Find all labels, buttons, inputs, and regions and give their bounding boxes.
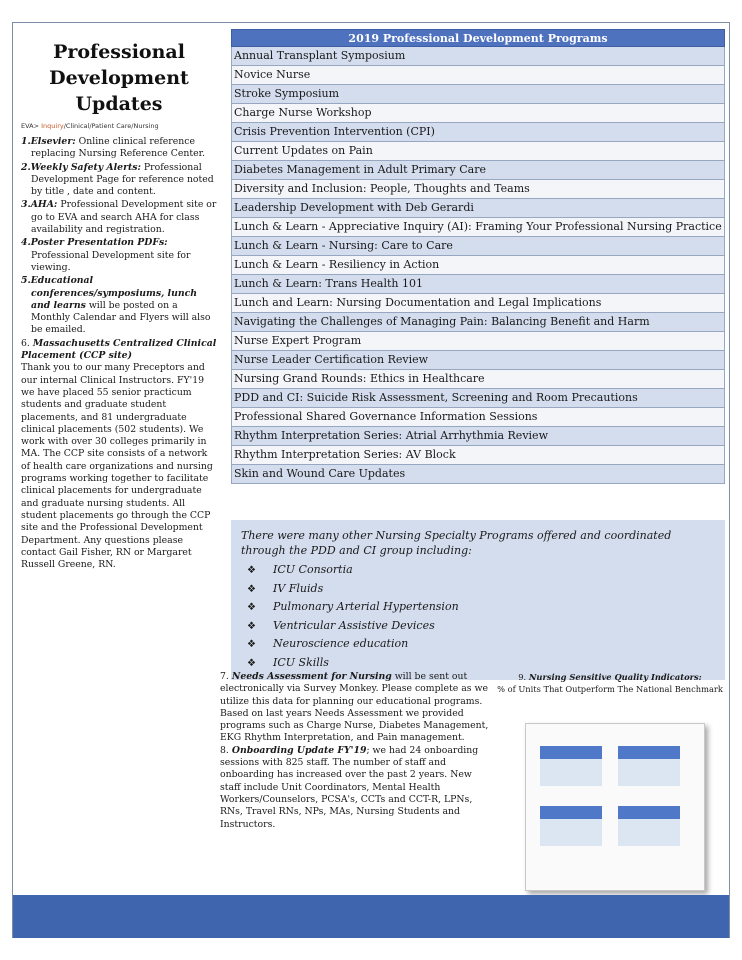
specialty-list [247, 561, 715, 672]
item-heading: AHA: [30, 199, 58, 211]
item-text: will be posted on a Monthly Calendar and Flyers will also be emailed. [31, 299, 211, 336]
specialty-item-label: IV Fluids [273, 581, 324, 595]
title-line: Updates [75, 93, 163, 115]
program-row: Crisis Prevention Intervention (CPI) [231, 123, 725, 142]
program-row: Lunch & Learn - Resiliency in Action [231, 256, 725, 275]
needs-assessment [220, 671, 492, 745]
tile-header [618, 806, 680, 819]
metric-tile [540, 746, 602, 786]
program-row: Novice Nurse [231, 66, 725, 85]
diamond-bullet-icon: ❖ [247, 583, 256, 595]
list-item [21, 136, 217, 161]
ccp-section [21, 338, 217, 572]
breadcrumb-path: /Clinical/Patient Care/Nursing [63, 122, 159, 130]
tile-header [540, 746, 602, 759]
item-heading: Elsevier: [30, 136, 76, 147]
item-number: 2. [21, 161, 31, 173]
specialty-item-label: Neuroscience education [273, 637, 409, 650]
item-number: 1. [21, 136, 31, 147]
ccp-number: 6. [21, 337, 30, 349]
breadcrumb-prefix: EVA> [21, 122, 42, 130]
tile-header [540, 806, 602, 819]
item-text: Online clinical reference replacing Nursing Reference Center. [31, 136, 205, 160]
breadcrumb [21, 122, 217, 130]
specialty-item [247, 635, 715, 654]
program-row: Diversity and Inclusion: People, Thoughts and Teams [231, 180, 725, 199]
quality-indicators-section [495, 671, 725, 695]
program-row: Current Updates on Pain [231, 142, 725, 161]
quality-number: 9. [518, 672, 527, 682]
program-row: Charge Nurse Workshop [231, 104, 725, 123]
program-row: Rhythm Interpretation Series: Atrial Arrhythmia Review [231, 427, 725, 446]
tile-value [540, 819, 602, 846]
item-heading: Poster Presentation PDFs: [30, 237, 168, 249]
onboarding-update [220, 745, 492, 831]
item-number: 3. [21, 199, 31, 211]
specialty-item [247, 561, 715, 580]
specialty-item [247, 617, 715, 636]
program-row: Lunch & Learn - Appreciative Inquiry (AI): Framing Your Professional Nursing Practice [231, 218, 725, 237]
program-row: Rhythm Interpretation Series: AV Block [231, 446, 725, 465]
specialty-item [247, 598, 715, 617]
list-item [21, 275, 217, 336]
item-heading: Educational conferences/symposiums, lunch and learns [30, 275, 198, 311]
specialty-item-label: ICU Skills [273, 655, 329, 669]
tile-value [618, 759, 680, 786]
program-row: Lunch & Learn: Trans Health 101 [231, 275, 725, 294]
left-column [13, 23, 225, 891]
specialty-item-label: Ventricular Assistive Devices [273, 618, 435, 632]
diamond-bullet-icon: ❖ [247, 639, 256, 650]
needs-heading: Needs Assessment for Nursing [231, 671, 392, 682]
page-title [21, 39, 217, 117]
footer-bar [13, 895, 729, 938]
item-text: Professional Development site for viewing. [31, 249, 191, 273]
programs-rows [231, 47, 725, 484]
diamond-bullet-icon: ❖ [247, 602, 256, 613]
program-row: Stroke Symposium [231, 85, 725, 104]
programs-header: 2019 Professional Development Programs [231, 29, 725, 47]
update-list [21, 136, 217, 337]
newsletter-page [12, 22, 730, 938]
program-row: Skin and Wound Care Updates [231, 465, 725, 484]
diamond-bullet-icon: ❖ [247, 657, 256, 669]
metric-tile [540, 806, 602, 846]
program-row: Nurse Leader Certification Review [231, 351, 725, 370]
onboarding-number: 8. [220, 744, 229, 756]
onboarding-text: ; we had 24 onboarding sessions with 825 staff. The number of staff and onboarding has increased over the past 2 years. New staff include Unit Coordinators, Mental Health Workers/Counselors, PCSA's, CCTs and CCT-R, LPNs, RNs, Travel RNs, NPs, MAs, Nursing Students and Instructors. [220, 744, 479, 830]
ccp-heading [21, 338, 217, 363]
specialty-programs-box [231, 520, 725, 680]
program-row: Nursing Grand Rounds: Ethics in Healthcare [231, 370, 725, 389]
tile-value [540, 759, 602, 786]
onboarding-heading: Onboarding Update FY'19 [231, 744, 367, 756]
metric-tile [618, 746, 680, 786]
specialty-item-label: Pulmonary Arterial Hypertension [273, 600, 459, 613]
item-number: 5. [21, 275, 31, 287]
program-row: Professional Shared Governance Information Sessions [231, 408, 725, 427]
diamond-bullet-icon: ❖ [247, 565, 256, 576]
specialty-item-label: ICU Consortia [273, 563, 353, 576]
tile-header [618, 746, 680, 759]
specialty-item [247, 654, 715, 673]
program-row: PDD and CI: Suicide Risk Assessment, Screening and Room Precautions [231, 389, 725, 408]
item-text: Professional Development site or go to EVA and search AHA for class availability and registration. [31, 199, 217, 236]
quality-heading [495, 671, 725, 683]
program-row: Diabetes Management in Adult Primary Care [231, 161, 725, 180]
specialty-item [247, 580, 715, 599]
program-row: Lunch & Learn - Nursing: Care to Care [231, 237, 725, 256]
list-item [21, 161, 217, 199]
program-row: Leadership Development with Deb Gerardi [231, 199, 725, 218]
program-row: Lunch and Learn: Nursing Documentation and Legal Implications [231, 294, 725, 313]
title-line: Development [49, 67, 189, 89]
quality-title: Nursing Sensitive Quality Indicators: [528, 672, 702, 682]
quality-subtitle: % of Units That Outperform The National Benchmark [497, 684, 723, 694]
program-row: Navigating the Challenges of Managing Pain: Balancing Benefit and Harm [231, 313, 725, 332]
program-row: Nurse Expert Program [231, 332, 725, 351]
item-heading: Weekly Safety Alerts: [30, 161, 141, 173]
ccp-body: Thank you to our many Preceptors and our internal Clinical Instructors. FY'19 we have placed 55 senior practicum students and graduate student placements, and 81 undergraduate clinical placements (502 students). We work with over 30 colleges primarily in MA. The CCP site consists of a network of health care organizations and nursing programs working together to facilitate clinical placements for undergraduate and graduate nursing students. All student placements go through the CCP site and the Professional Development Department. Any questions please contact Gail Fisher, RN or Margaret Russell Greene, RN. [21, 362, 213, 571]
needs-onboarding-section [220, 671, 492, 831]
item-text: Professional Development Page for reference noted by title , date and content. [31, 161, 214, 198]
specialty-intro: There were many other Nursing Specialty Programs offered and coordinated through the PDD and CI group including: [241, 529, 672, 557]
programs-table [231, 29, 725, 484]
item-number: 4. [21, 237, 31, 249]
list-item [21, 199, 217, 236]
title-line: Professional [53, 41, 185, 63]
ccp-title: Massachusetts Centralized Clinical Placement (CCP site) [21, 337, 217, 362]
diamond-bullet-icon: ❖ [247, 620, 256, 632]
program-row: Annual Transplant Symposium [231, 47, 725, 66]
tile-value [618, 819, 680, 846]
list-item [21, 237, 217, 274]
needs-number: 7. [220, 671, 229, 682]
needs-text: will be sent out electronically via Survey Monkey. Please complete as we utilize this data for planning our educational programs. Based on last years Needs Assessment we provided programs such as Charge Nurse, Diabetes Management, EKG Rhythm Interpretation, and Pain management. [220, 671, 489, 744]
breadcrumb-link[interactable]: Inquiry [41, 122, 64, 130]
metric-tile [618, 806, 680, 846]
quality-dashboard-thumbnail [525, 723, 705, 891]
